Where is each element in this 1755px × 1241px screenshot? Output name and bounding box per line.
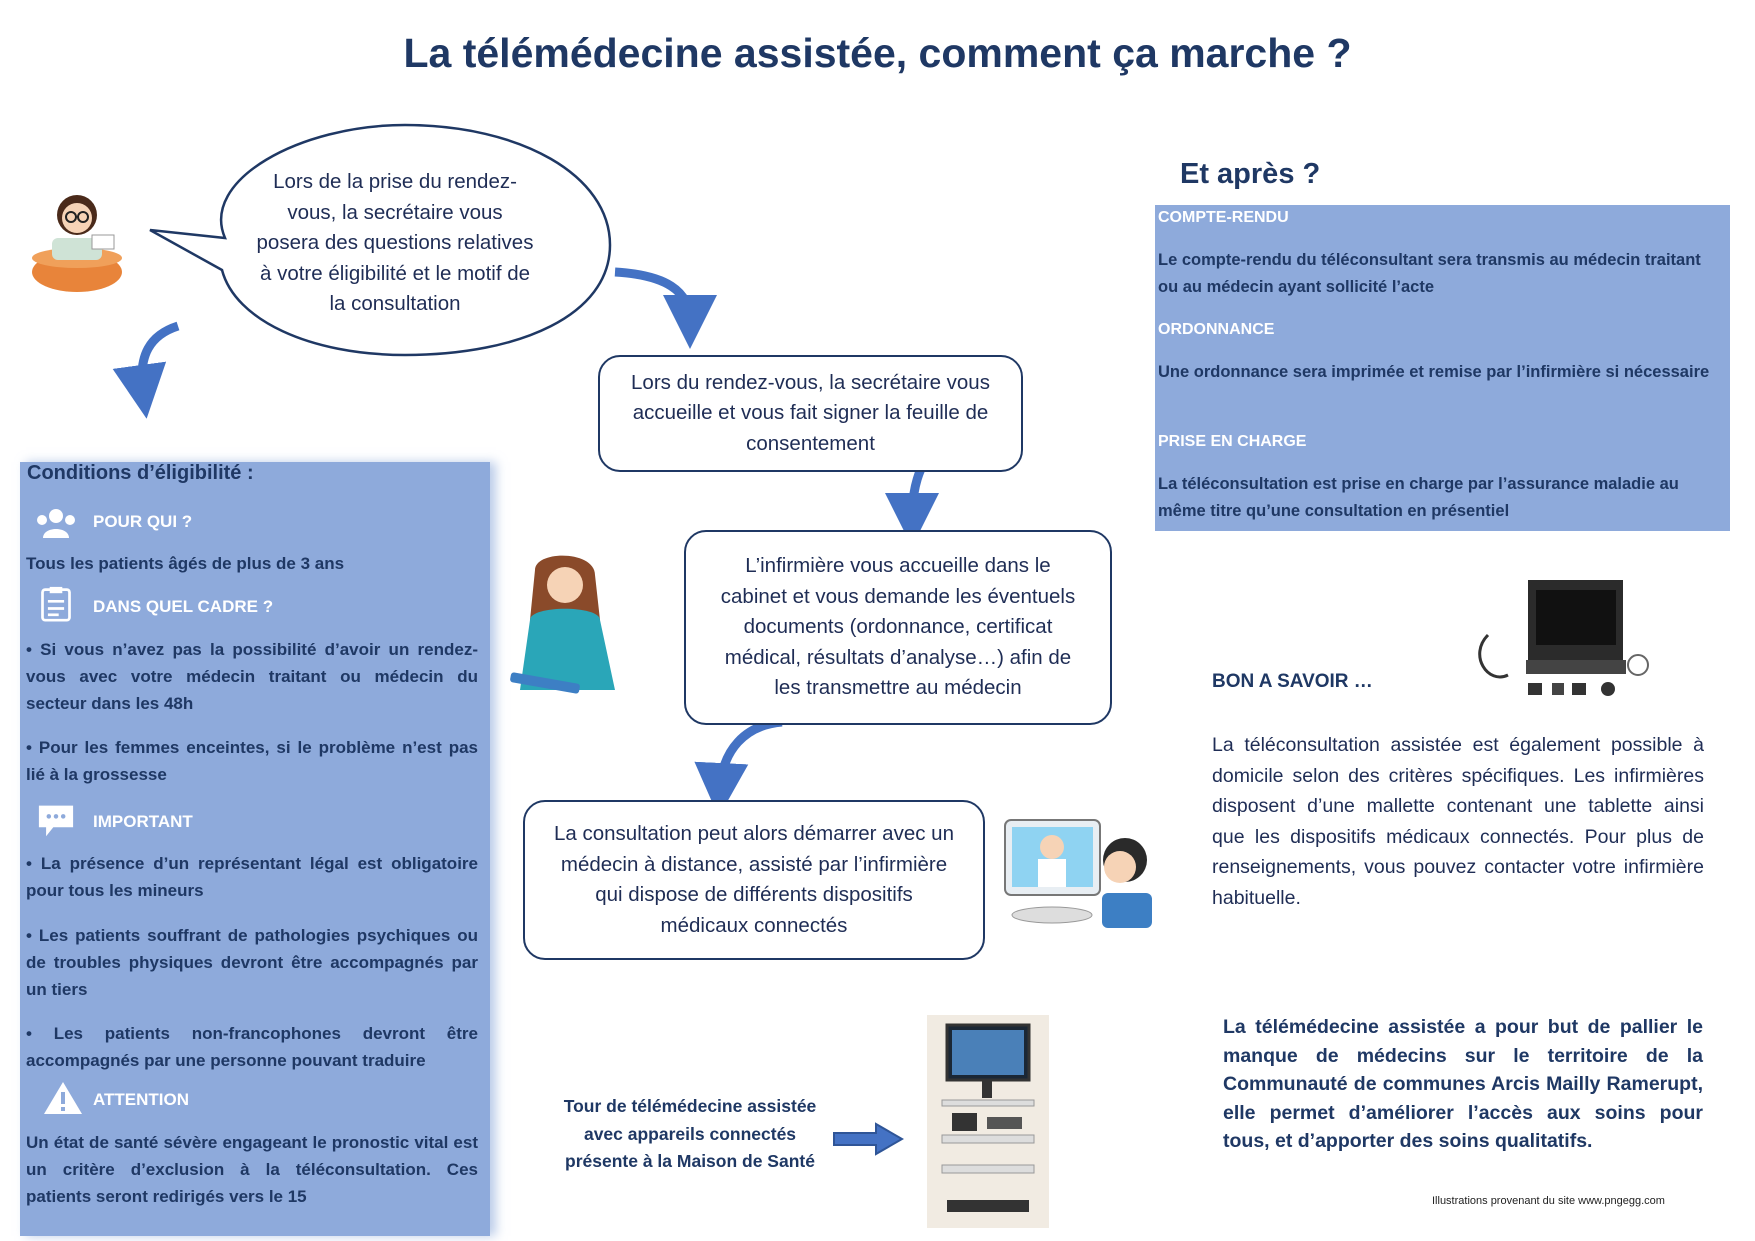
step-3-text: La consultation peut alors démarrer avec un médecin à distance, assisté par l’infirmière qui dispose de différents dispositifs médicaux connectés [554,822,954,937]
mission-statement: La télémédecine assistée a pour but de pallier le manque de médecins sur le territoire de la Communauté de communes Arcis Mailly Ramerupt, elle permet d’améliorer l’accès aux soins pour tous, et d’apporter des soins qualitatifs. [1223,1016,1703,1152]
pour-qui-text: Tous les patients âgés de plus de 3 ans [26,554,345,573]
eligibility-panel [20,462,490,1236]
secretary-illustration [22,180,132,295]
ordonnance-heading: ORDONNANCE [1158,321,1275,338]
nurse-illustration [505,550,630,710]
arrow-to-step3 [720,722,782,790]
medical-kit-illustration [1468,575,1668,710]
arrow-right-icon [832,1122,904,1156]
tour-caption: Tour de télémédecine assistée avec appareils connectés présente à la Maison de Santé [563,1096,817,1171]
important-item-1: • La présence d’un représentant légal est obligatoire pour tous les mineurs [26,854,478,900]
arrow-to-step1 [615,272,690,322]
page-title: La télémédecine assistée, comment ça marche ? [403,30,1352,76]
important-item-3: • Les patients non-francophones devront être accompagnés par une personne pouvant traduire [26,1024,478,1070]
warning-icon [42,1080,84,1116]
apres-title: Et après ? [1180,158,1321,190]
illustration-credit: Illustrations provenant du site www.pngegg.com [1432,1195,1665,1207]
chat-bubble-icon [35,802,77,838]
prise-en-charge-heading: PRISE EN CHARGE [1158,433,1307,450]
attention-text: Un état de santé sévère engageant le pronostic vital est un critère d’exclusion à la téléconsultation. Ces patients seront redirigés vers le 15 [26,1133,478,1206]
step-1-text: Lors du rendez-vous, la secrétaire vous accueille et vous fait signer la feuille de consentement [631,370,990,455]
step-1-box [598,355,1023,472]
clipboard-icon [35,586,77,622]
teleconsultation-illustration [1000,815,1160,930]
compte-rendu-text: Le compte-rendu du téléconsultant sera transmis au médecin traitant ou au médecin ayant sollicité l’acte [1158,251,1701,296]
important-item-2: • Les patients souffrant de pathologies psychiques ou de troubles physiques devront être accompagnés par un tiers [26,926,478,999]
step-2-box [684,530,1112,725]
telemedicine-tower-photo [927,1015,1049,1228]
bon-a-savoir-text: La téléconsultation assistée est également possible à domicile selon des critères spécifiques. Les infirmières disposent d’une mallette contenant une tablette ainsi que les dispositifs médicaux connectés. Pour plus de renseignements, vous pouvez contacter votre infirmière habituelle. [1212,734,1704,909]
cadre-heading: DANS QUEL CADRE ? [93,597,274,616]
compte-rendu-heading: COMPTE-RENDU [1158,209,1289,226]
ordonnance-text: Une ordonnance sera imprimée et remise par l’infirmière si nécessaire [1158,363,1710,381]
attention-heading: ATTENTION [93,1090,190,1109]
eligibility-title: Conditions d’éligibilité : [27,462,254,484]
pour-qui-heading: POUR QUI ? [93,512,193,531]
users-icon [35,506,77,542]
important-heading: IMPORTANT [93,812,193,831]
prise-en-charge-text: La téléconsultation est prise en charge par l’assurance maladie au même titre qu’une consultation en présentiel [1158,475,1679,520]
bon-a-savoir-title: BON A SAVOIR … [1212,671,1373,692]
step-3-box [523,800,985,960]
apres-panel [1155,205,1730,531]
cadre-item-1: • Si vous n’avez pas la possibilité d’avoir un rendez-vous avec votre médecin traitant ou médecin du secteur dans les 48h [26,640,478,713]
bubble-text: Lors de la prise du rendez-vous, la secrétaire vous posera des questions relatives à votre éligibilité et le motif de la consultation [256,170,534,315]
cadre-item-2: • Pour les femmes enceintes, si le problème n’est pas lié à la grossesse [26,738,478,784]
step-2-text: L’infirmière vous accueille dans le cabinet et vous demande les éventuels documents (ordonnance, certificat médical, résultats d’analyse…) afin de les transmettre au médecin [720,554,1076,700]
